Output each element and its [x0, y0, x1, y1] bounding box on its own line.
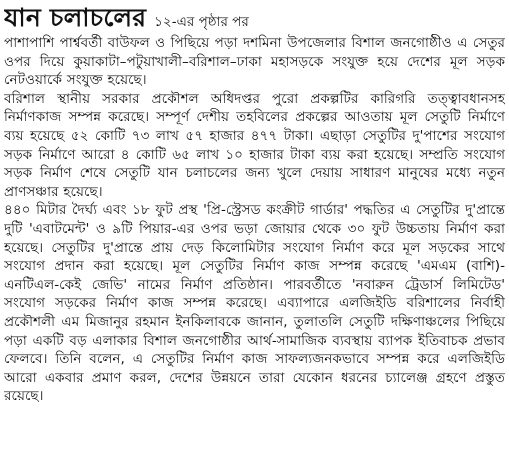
article-paragraph-3: ৪৪০ মিটার দৈর্ঘ্য এবং ১৮ ফুট প্রস্থ 'প্রি-স্ট্রেসড কংক্রীট গার্ডার' পদ্ধতির এ সেতুটির দু'প্রান্তে দুটি 'এবাটমেন্ট' ও ৯টি পিয়ার-এর ওপর ভড়া জোয়ার থেকে ৩০ ফুট উচ্চতায় নির্মাণ করা হয়েছে। সেতুটির দু'প্রান্তে প্রায় দেড় কিলোমিটার সংযোগ নির্মাণ করে মূল সড়কের সাথে সংযোগ প্রদান করা হয়েছে। মূল সেতুটির নির্মাণ কাজ সম্পন্ন করেছে 'এমএম (বাশি)-এনটিএল-কেই জেভি' নামের নির্মাণ প্রতিষ্ঠান। পারবর্তীতে 'নবারুন ট্রেডার্স লিমিটেড' সংযোগ সড়কের নির্মাণ কাজ সম্পন্ন করেছে। এব্যাপারে এলজিইডি বরিশালের নির্বাহী প্রকৌশলী এম মিজানুর রহমান ইনকিলাবকে জানান, তুলাতলি সেতুটি দক্ষিণাঞ্চলের পিছিয়ে পড়া একটি বড় এলাকার বিশাল জনগোষ্ঠীর আর্থ-সামাজিক ব্যবস্থায় ব্যাপক ইতিবাচক প্রভাব ফেলবে। তিনি বলেন, এ সেতুটির নির্মাণ কাজ সাফল্যজনকভাবে সম্পন্ন করে এলজিইডি আরো একবার প্রমাণ করল, দেশের উন্নয়নে তারা যেকোন ধরনের চ্যালেঞ্জ গ্রহণে প্রস্তুত রয়েছে।: [4, 202, 505, 405]
article-headline: যান চলাচলের: [4, 4, 147, 32]
article-paragraph-2: বরিশাল স্থানীয় সরকার প্রকৌশল অধিদপ্তর পুরো প্রকল্পটির কারিগরি তত্ত্বাবধানসহ নির্মাণকাজ সম্পন্ন করেছে। সম্পূর্ণ দেশীয় তহবিলের প্রকল্পের আওতায় মূল সেতুটি নির্মাণে ব্যয় হয়েছে ৫২ কোটি ৭৩ লাখ ৫৭ হাজার ৪৭৭ টাকা। এছাড়া সেতুটির দু'পাশের সংযোগ সড়ক নির্মাণে আরো ৪ কোটি ৬৫ লাখ ১০ হাজার টাকা ব্যয় করা হয়েছে। সম্প্রতি সংযোগ সড়ক নির্মাণ শেষে সেতুটি যান চলাচলের জন্য খুলে দেয়ায় সাধারণ মানুষের মধ্যে নতুন প্রাণসঞ্চার হয়েছে।: [4, 90, 505, 200]
headline-row: [4, 4, 505, 32]
article-paragraph-1: পাশাপাশি পার্শ্ববর্তী বাউফল ও পিছিয়ে পড়া দশমিনা উপজেলার বিশাল জনগোষ্ঠীও এ সেতুর ওপর দিয়ে কুয়াকাটা–পটুয়াখালী–বরিশাল–ঢাকা মহাসড়কে সংযুক্ত হয়ে দেশের মূল সড়ক নেটওয়ার্কে সংযুক্ত হয়েছে।: [4, 35, 505, 89]
news-article: [4, 4, 505, 449]
continuation-note: ১২-এর পৃষ্ঠার পর: [154, 14, 249, 30]
